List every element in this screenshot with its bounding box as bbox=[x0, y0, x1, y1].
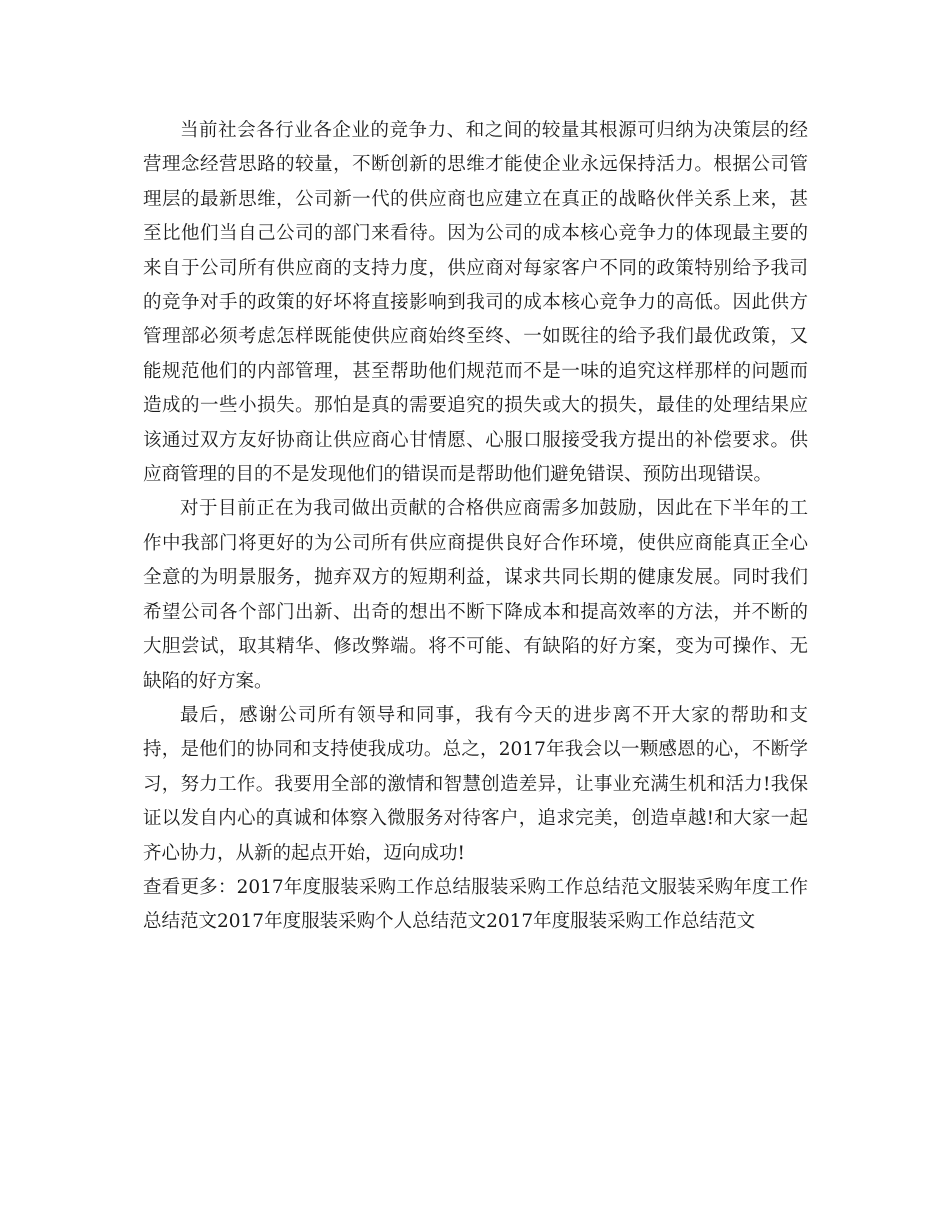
document-body bbox=[143, 114, 808, 940]
paragraph-1: 当前社会各行业各企业的竞争力、和之间的较量其根源可归纳为决策层的经营理念经营思路的较量，不断创新的思维才能使企业永远保持活力。根据公司管理层的最新思维，公司新一代的供应商也应建立在真正的战略伙伴关系上来，甚至比他们当自己公司的部门来看待。因为公司的成本核心竞争力的体现最主要的来自于公司所有供应商的支持力度，供应商对每家客户不同的政策特别给予我司的竞争对手的政策的好坏将直接影响到我司的成本核心竞争力的高低。因此供方管理部必须考虑怎样既能使供应商始终至终、一如既往的给予我们最优政策，又能规范他们的内部管理，甚至帮助他们规范而不是一味的追究这样那样的问题而造成的一些小损失。那怕是真的需要追究的损失或大的损失，最佳的处理结果应该通过双方友好协商让供应商心甘情愿、心服口服接受我方提出的补偿要求。供应商管理的目的不是发现他们的错误而是帮助他们避免错误、预防出现错误。 bbox=[143, 120, 808, 486]
see-more-line: 查看更多：2017年度服装采购工作总结服装采购工作总结范文服装采购年度工作总结范文2017年度服装采购个人总结范文2017年度服装采购工作总结范文 bbox=[143, 876, 808, 933]
paragraph-3: 最后，感谢公司所有领导和同事，我有今天的进步离不开大家的帮助和支持，是他们的协同和支持使我成功。总之，2017年我会以一颗感恩的心，不断学习，努力工作。我要用全部的激情和智慧创造差异，让事业充满生机和活力!我保证以发自内心的真诚和体察入微服务对待客户，追求完美，创造卓越!和大家一起齐心协力，从新的起点开始，迈向成功! bbox=[143, 704, 808, 864]
paragraph-2: 对于目前正在为我司做出贡献的合格供应商需多加鼓励，因此在下半年的工作中我部门将更好的为公司所有供应商提供良好合作环境，使供应商能真正全心全意的为明景服务，抛弃双方的短期利益，谋求共同长期的健康发展。同时我们希望公司各个部门出新、出奇的想出不断下降成本和提高效率的方法，并不断的大胆尝试，取其精华、修改弊端。将不可能、有缺陷的好方案，变为可操作、无缺陷的好方案。 bbox=[143, 498, 808, 692]
